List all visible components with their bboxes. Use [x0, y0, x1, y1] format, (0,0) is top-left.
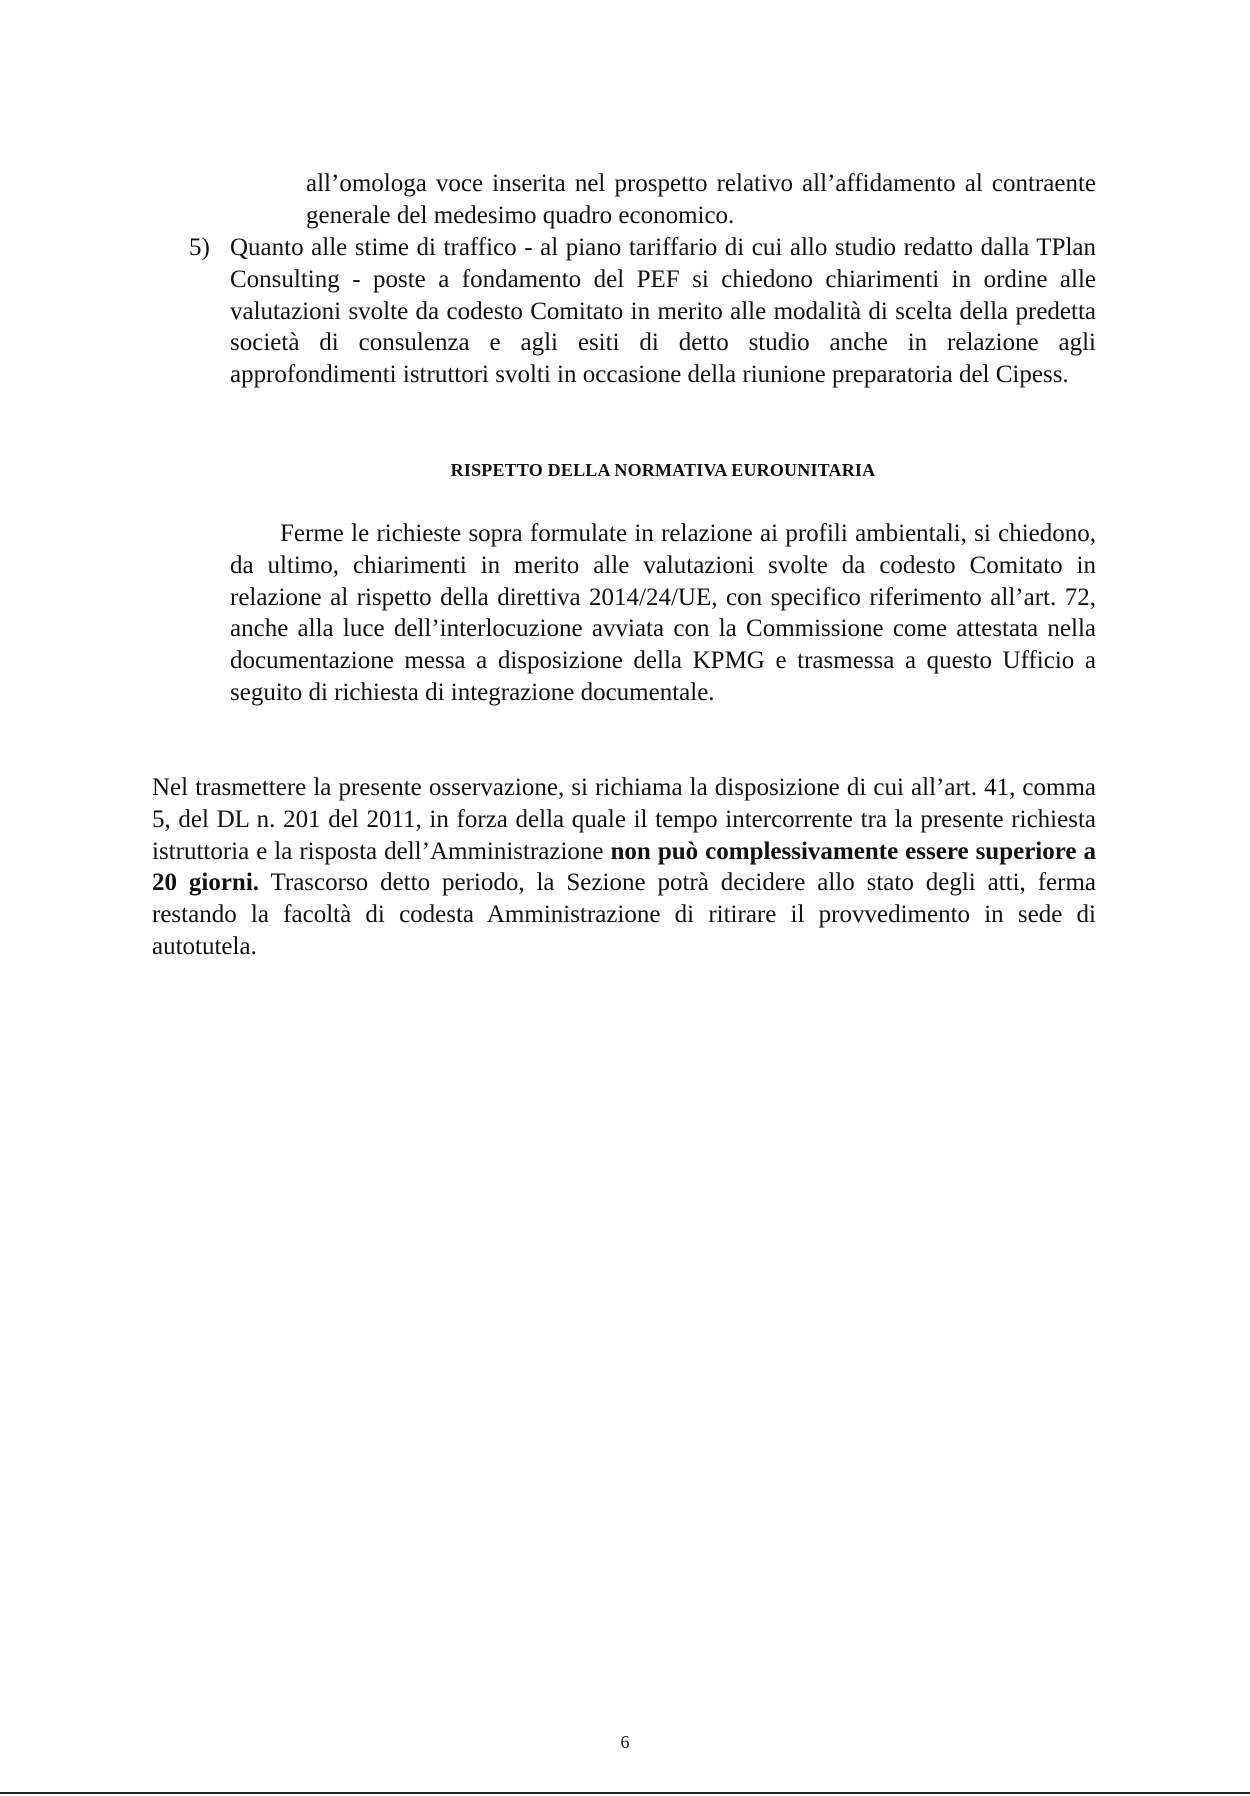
- list-item-text: Quanto alle stime di traffico - al piano tariffario di cui allo studio redatto dalla TPlan Consulting - poste a fondamento del PEF si chiedono chiarimenti in ordine alle valutazioni svolte da codesto Comitato in merito alle modalità di scelta della predetta società di consulenza e agli esiti di detto studio anche in relazione agli approfondimenti istruttori svolti in occasione della riunione preparatoria del Cipess.: [230, 234, 1096, 389]
- continuation-paragraph: all’omologa voce inserita nel prospetto relativo all’affidamento al contraente generale del medesimo quadro economico.: [306, 170, 1096, 229]
- section-heading: RISPETTO DELLA NORMATIVA EUROUNITARIA: [450, 460, 876, 480]
- closing-text-before-bold: Nel trasmettere la presente osservazione, si richiama la disposizione di cui all’art. 41, comma 5, del DL n. 201 del 2011, in forza della quale il tempo intercorrente tra la presente richiesta istruttoria e la risposta dell’Amministrazione: [152, 774, 1096, 865]
- list-item-number: 5): [189, 234, 210, 261]
- section-paragraph: Ferme le richieste sopra formulate in relazione ai profili ambientali, si chiedono, da ultimo, chiarimenti in merito alle valutazioni svolte da codesto Comitato in relazione al rispetto della direttiva 2014/24/UE, con specifico riferimento all’art. 72, anche alla luce dell’interlocuzione avviata con la Commissione come attestata nella documentazione messa a disposizione della KPMG e trasmessa a questo Ufficio a seguito di richiesta di integrazione documentale.: [230, 520, 1096, 706]
- closing-text-bold-deadline: non può complessivamente essere superiore a 20 giorni.: [152, 837, 1096, 897]
- closing-paragraph: [152, 772, 1096, 963]
- footer-rule: [0, 1792, 1250, 1794]
- page-number: 6: [620, 1732, 630, 1752]
- closing-text-after-bold: Trascorso detto periodo, la Sezione potrà decidere allo stato degli atti, ferma restando la facoltà di codesta Amministrazione di ritirare il provvedimento in sede di autotutela.: [152, 869, 1096, 960]
